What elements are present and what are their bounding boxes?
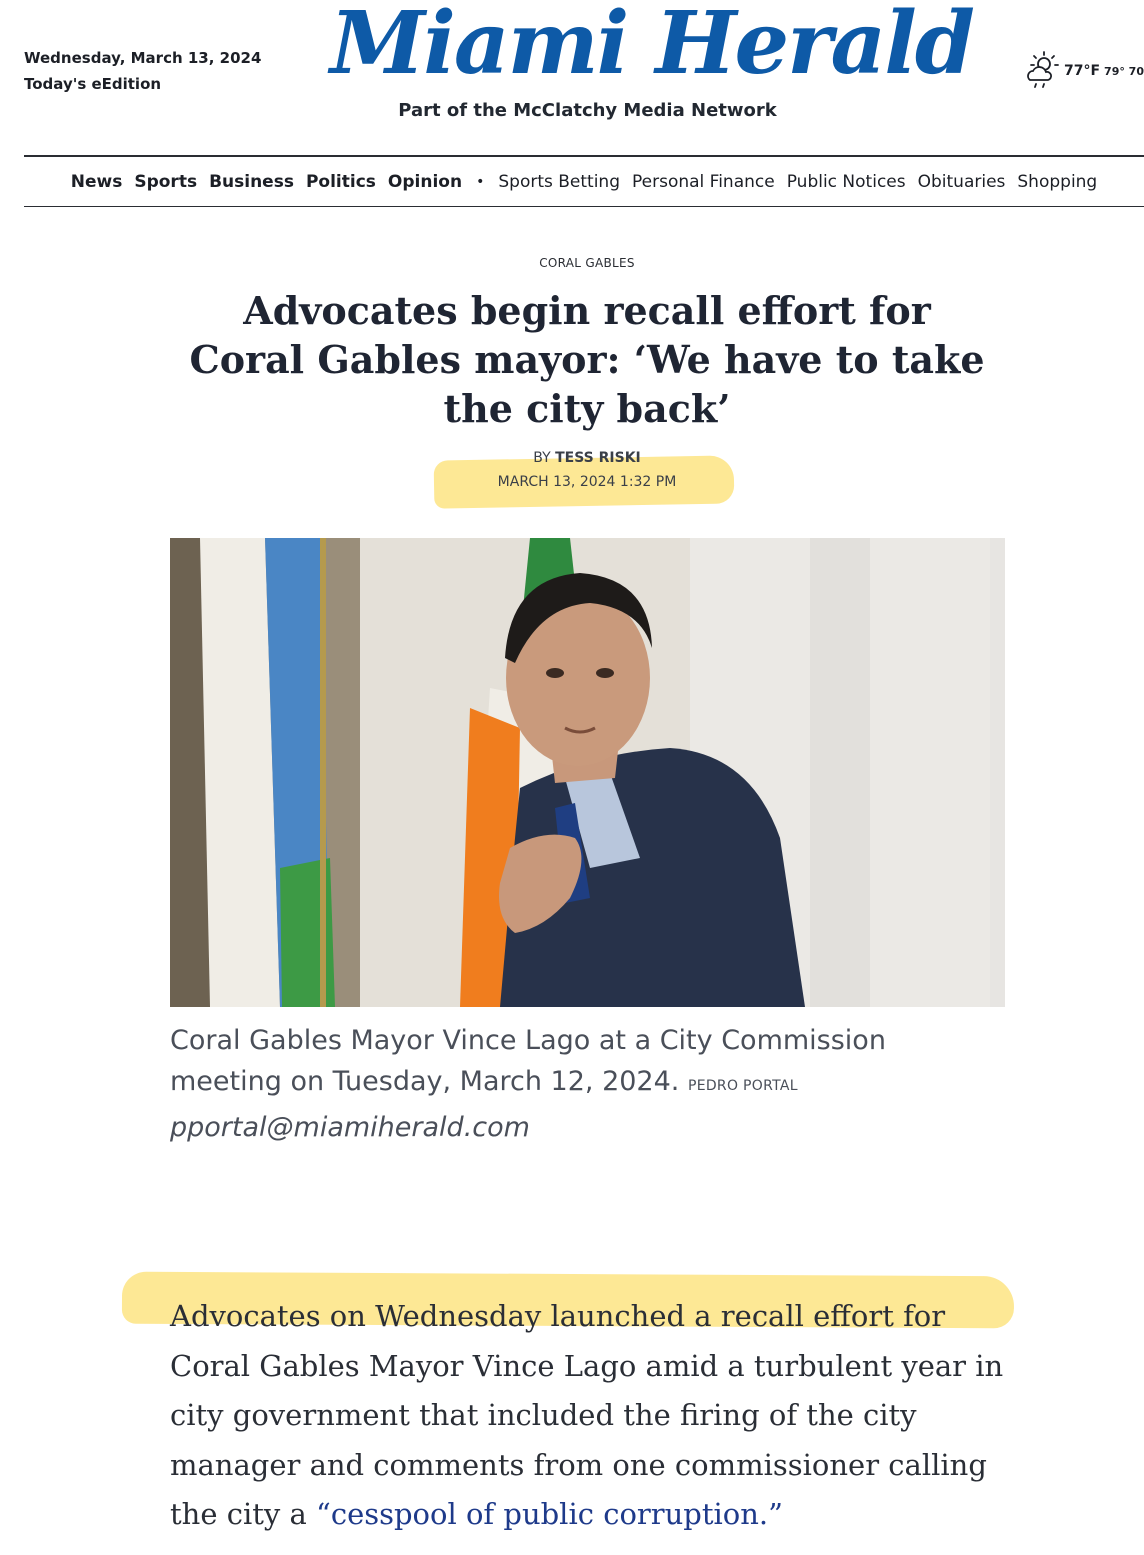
nav-item-sports[interactable]: Sports: [134, 171, 198, 192]
weather-widget[interactable]: [1024, 50, 1144, 92]
nav-list: [65, 172, 1103, 192]
photo-credit: PEDRO PORTAL: [687, 1078, 798, 1094]
partly-cloudy-icon: [1024, 50, 1062, 92]
miami-herald-logo[interactable]: Miami Herald: [330, 0, 974, 94]
lead-text: Advocates on Wednesday launched a recall effort for Coral Gables Mayor Vince Lago amid a turbulent year in city government that included the firing of the city manager and comments from one commissioner calling the city a: [170, 1299, 1004, 1531]
byline-prefix: BY: [533, 450, 551, 466]
current-date: Wednesday, March 13, 2024: [24, 49, 262, 67]
lead-photo-illustration: [170, 538, 1005, 1007]
nav-item-personal-finance[interactable]: Personal Finance: [632, 171, 775, 192]
nav-item-news[interactable]: News: [70, 171, 123, 192]
photo-caption: [170, 1020, 950, 1148]
nav-separator-dot: •: [476, 173, 485, 190]
nav-item-opinion[interactable]: Opinion: [387, 171, 463, 192]
nav-item-obituaries[interactable]: Obituaries: [917, 171, 1006, 192]
nav-item-shopping[interactable]: Shopping: [1017, 171, 1098, 192]
eedition-link[interactable]: Today's eEdition: [24, 75, 162, 93]
lead-photo[interactable]: [170, 538, 1005, 1007]
publish-timestamp: MARCH 13, 2024 1:32 PM: [497, 474, 677, 490]
nav-item-business[interactable]: Business: [209, 171, 294, 192]
caption-text: Coral Gables Mayor Vince Lago at a City Commission meeting on Tuesday, March 12, 2024.: [170, 1025, 886, 1097]
weather-temperature: 77°F: [1064, 63, 1101, 79]
author-link[interactable]: TESS RISKI: [555, 450, 641, 466]
network-tagline: Part of the McClatchy Media Network: [398, 100, 777, 121]
nav-item-sports-betting[interactable]: Sports Betting: [498, 171, 620, 192]
photographer-email-link[interactable]: pportal@miamiherald.com: [170, 1112, 530, 1143]
cesspool-quote-link[interactable]: “cesspool of public corruption.”: [316, 1497, 783, 1531]
nav-item-public-notices[interactable]: Public Notices: [786, 171, 906, 192]
article-headline: Advocates begin recall effort for Coral Gables mayor: ‘We have to take the city back’: [189, 288, 985, 431]
weather-range: 79° 70: [1104, 64, 1144, 78]
nav-item-politics[interactable]: Politics: [305, 171, 376, 192]
date-block: [24, 45, 261, 97]
article-lead-paragraph: [170, 1292, 1020, 1540]
byline: [0, 450, 1144, 466]
masthead: [0, 0, 1144, 150]
main-navigation: [24, 155, 1144, 207]
section-kicker[interactable]: CORAL GABLES: [539, 256, 635, 270]
